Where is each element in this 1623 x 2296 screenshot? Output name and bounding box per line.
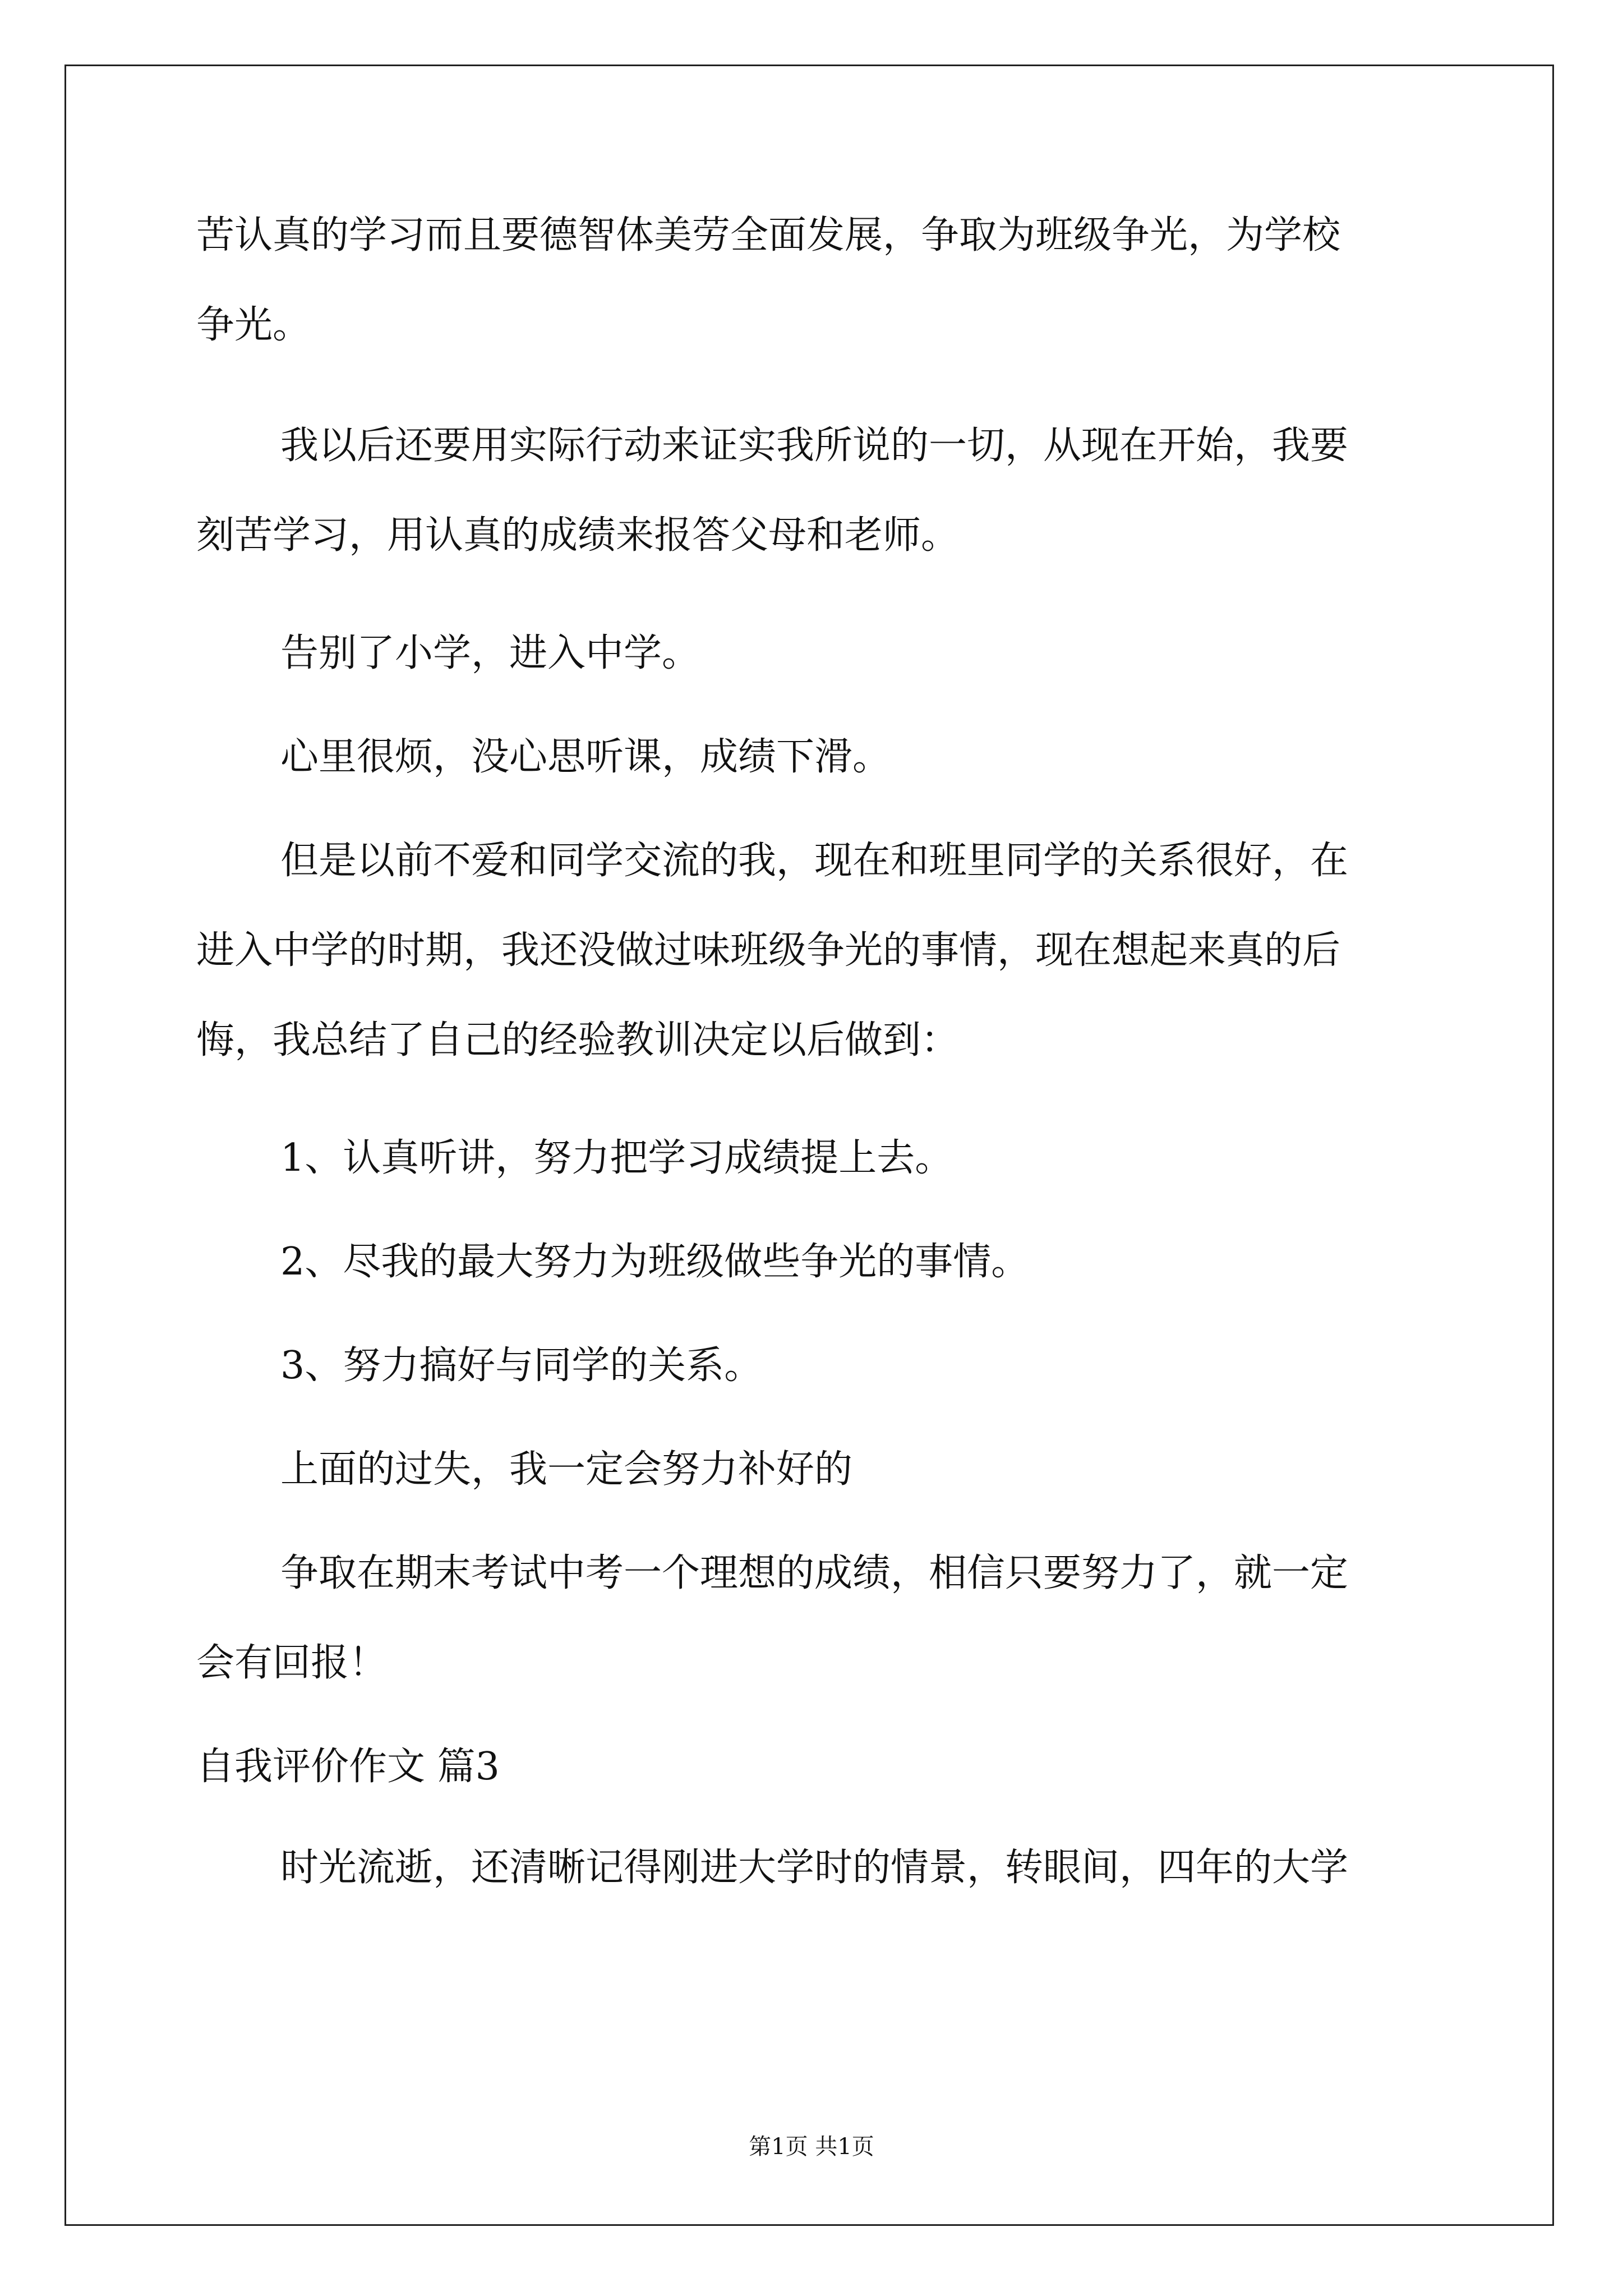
text-line: 苦认真的学习而且要德智体美劳全面发展，争取为班级争光，为学校 <box>196 213 1341 257</box>
page-footer: 第1页 共1页 <box>749 2134 874 2160</box>
text-line: 1、认真听讲，努力把学习成绩提上去。 <box>280 1136 953 1180</box>
text-line: 3、努力搞好与同学的关系。 <box>280 1343 763 1388</box>
text-line: 2、尽我的最大努力为班级做些争光的事情。 <box>280 1240 1030 1284</box>
text-line: 我以后还要用实际行动来证实我所说的一切，从现在开始，我要 <box>280 424 1349 468</box>
text-line: 争取在期末考试中考一个理想的成绩，相信只要努力了，就一定 <box>280 1551 1349 1595</box>
text-line: 争光。 <box>196 303 311 347</box>
text-line: 时光流逝，还清晰记得刚进大学时的情景，转眼间，四年的大学 <box>280 1846 1349 1890</box>
text-line: 进入中学的时期，我还没做过味班级争光的事情，现在想起来真的后 <box>196 928 1341 973</box>
text-line: 悔，我总结了自己的经验教训决定以后做到： <box>196 1018 960 1062</box>
text-line: 心里很烦，没心思听课，成绩下滑。 <box>280 735 891 779</box>
section-heading: 自我评价作文 篇3 <box>196 1745 500 1789</box>
text-line: 刻苦学习，用认真的成绩来报答父母和老师。 <box>196 513 960 558</box>
text-line: 上面的过失，我一定会努力补好的 <box>280 1447 853 1492</box>
text-line: 但是以前不爱和同学交流的我，现在和班里同学的关系很好，在 <box>280 839 1349 883</box>
text-line: 会有回报！ <box>196 1641 388 1685</box>
text-line: 告别了小学，进入中学。 <box>280 631 700 675</box>
